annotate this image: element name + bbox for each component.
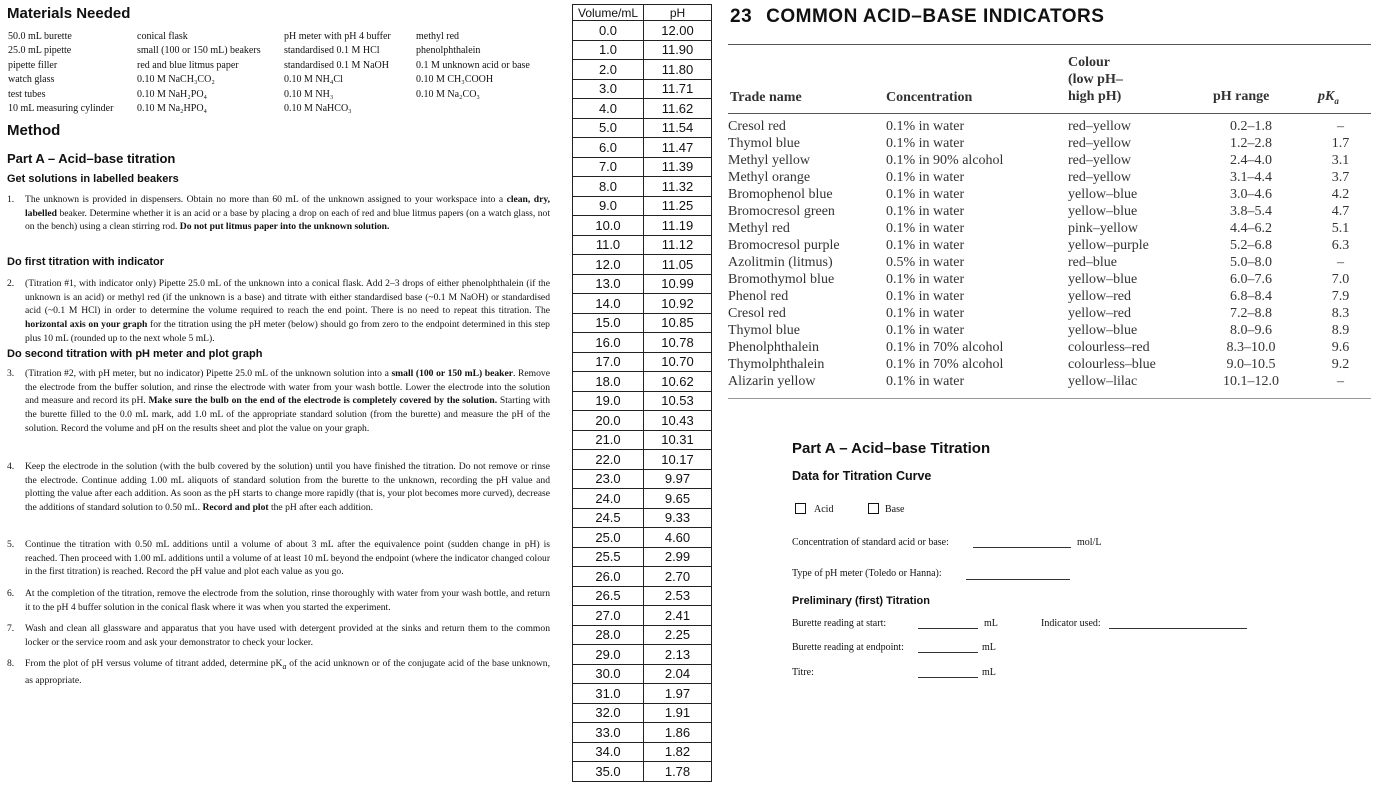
start-reading-label: Burette reading at start: (792, 618, 887, 629)
titre-input[interactable] (918, 677, 978, 678)
indicator-concentration: 0.1% in water (886, 170, 965, 185)
indicator-row (728, 170, 1371, 187)
ph-cell: 10.92 (644, 294, 712, 314)
base-label: Base (885, 504, 905, 515)
indicator-ph-range: 10.1–12.0 (1223, 374, 1279, 389)
indicator-row (728, 221, 1371, 238)
volume-cell: 13.0 (573, 274, 644, 294)
indicator-colour: yellow–red (1068, 306, 1131, 321)
table-header-row (573, 5, 712, 21)
indicator-pka: 3.1 (1331, 153, 1350, 168)
method-step-3: 3. (Titration #2, with pH meter, but no indicator) Pipette 25.0 mL of the unknown solution into a small (100 or 150 mL) beaker. Remove the electrode from the buffer solution, and rinse the electrode with water from your wash bottle. Lower the electrode into the solution and measure and record its pH. Make sure the bulb on the end of the electrode is completely covered by the solution. Starting with the burette filled to the 0.0 mL mark, add 1.0 mL of the appropriate standard solution (from the burette) and measure the pH of the solution. Record the volume and pH on the results sheet and plot the value on your graph. (7, 368, 550, 434)
volume-cell: 32.0 (573, 703, 644, 723)
volume-cell: 22.0 (573, 450, 644, 470)
ph-cell: 1.91 (644, 703, 712, 723)
indicator-concentration: 0.1% in water (886, 136, 965, 151)
materials-col-4 (416, 30, 530, 102)
material-item: 10 mL measuring cylinder (8, 103, 114, 115)
indicator-used-label: Indicator used: (1041, 618, 1101, 629)
volume-cell: 15.0 (573, 313, 644, 333)
volume-cell: 11.0 (573, 235, 644, 255)
volume-cell: 31.0 (573, 684, 644, 704)
concentration-label: Concentration of standard acid or base: (792, 537, 949, 548)
table-row (573, 684, 712, 704)
table-row (573, 40, 712, 60)
ph-cell: 2.53 (644, 586, 712, 606)
table-row (573, 508, 712, 528)
titre-unit: mL (982, 667, 996, 678)
material-item: small (100 or 150 mL) beakers (137, 45, 261, 57)
indicator-name: Cresol red (728, 119, 786, 134)
indicator-colour: yellow–blue (1068, 323, 1138, 338)
ph-cell: 1.86 (644, 723, 712, 743)
indicator-concentration: 0.1% in water (886, 238, 965, 253)
indicator-colour: yellow–red (1068, 289, 1131, 304)
volume-cell: 20.0 (573, 411, 644, 431)
ph-cell: 2.41 (644, 606, 712, 626)
indicator-pka: 1.7 (1331, 136, 1350, 151)
indicator-row (728, 255, 1371, 272)
indicator-name: Cresol red (728, 306, 786, 321)
volume-cell: 23.0 (573, 469, 644, 489)
indicator-row (728, 238, 1371, 255)
material-item: 0.10 M CH₃COOH (416, 74, 494, 86)
indicator-ph-range: 8.0–9.6 (1230, 323, 1272, 338)
indicator-colour: yellow–blue (1068, 187, 1138, 202)
volume-cell: 26.5 (573, 586, 644, 606)
table-row (573, 99, 712, 119)
indicator-pka: 5.1 (1331, 221, 1350, 236)
indicator-column (722, 0, 1383, 786)
indicator-row (728, 357, 1371, 374)
table-row (573, 196, 712, 216)
material-item: standardised 0.1 M NaOH (284, 59, 389, 71)
indicator-colour: pink–yellow (1068, 221, 1138, 236)
indicator-name: Phenolphthalein (728, 340, 819, 355)
volume-cell: 18.0 (573, 372, 644, 392)
method-heading: Method (7, 122, 61, 139)
table-row (573, 313, 712, 333)
indicator-ph-range: 4.4–6.2 (1230, 221, 1272, 236)
header-trade-name: Trade name (730, 90, 802, 105)
ph-cell: 10.43 (644, 411, 712, 431)
materials-col-2 (137, 30, 261, 116)
volume-cell: 33.0 (573, 723, 644, 743)
indicator-row (728, 323, 1371, 340)
indicator-name: Bromocresol purple (728, 238, 840, 253)
table-row (573, 489, 712, 509)
ph-cell: 11.25 (644, 196, 712, 216)
volume-cell: 0.0 (573, 21, 644, 41)
volume-cell: 17.0 (573, 352, 644, 372)
materials-col-1 (8, 30, 113, 116)
indicator-pka: 9.6 (1331, 340, 1350, 355)
table-row (573, 333, 712, 353)
materials-heading: Materials Needed (7, 5, 131, 22)
indicator-name: Alizarin yellow (728, 374, 816, 389)
ph-cell: 2.13 (644, 645, 712, 665)
indicator-colour: red–yellow (1068, 119, 1131, 134)
material-item: watch glass (8, 74, 55, 86)
indicator-pka: 4.2 (1331, 187, 1350, 202)
ph-cell: 11.47 (644, 138, 712, 158)
get-solutions-heading: Get solutions in labelled beakers (7, 173, 179, 185)
table-row (573, 21, 712, 41)
indicator-pka: 9.2 (1331, 357, 1350, 372)
indicator-name: Phenol red (728, 289, 789, 304)
indicator-name: Bromothymol blue (728, 272, 835, 287)
indicator-concentration: 0.1% in water (886, 289, 965, 304)
table-row (573, 157, 712, 177)
ph-cell: 11.05 (644, 255, 712, 275)
method-step-1: 1. The unknown is provided in dispensers. Obtain no more than 60 mL of the unknown assigned to your workspace into a clean, dry, labelled beaker. Determine whether it is an acid or a base by placing a drop on each of red and blue litmus papers (on a watch glass, not on the bench) using a clean stirring rod. Do not put litmus paper into the unknown solution. (7, 194, 550, 233)
indicator-row (728, 204, 1371, 221)
table-row (573, 79, 712, 99)
form-subtitle: Data for Titration Curve (792, 469, 932, 483)
ph-cell: 11.12 (644, 235, 712, 255)
table-row (573, 235, 712, 255)
indicator-ph-range: 1.2–2.8 (1230, 136, 1272, 151)
ph-cell: 10.31 (644, 430, 712, 450)
material-item: 0.10 M Na₂CO₃ (416, 88, 480, 100)
indicator-ph-range: 5.2–6.8 (1230, 238, 1272, 253)
table-row (573, 645, 712, 665)
ph-cell: 12.00 (644, 21, 712, 41)
ph-cell: 11.54 (644, 118, 712, 138)
material-item: red and blue litmus paper (137, 59, 239, 71)
ph-cell: 10.99 (644, 274, 712, 294)
ph-cell: 11.80 (644, 60, 712, 80)
indicator-pka: 8.9 (1331, 323, 1350, 338)
indicator-row (728, 153, 1371, 170)
material-item: 0.10 M Na₂HPO₄ (137, 103, 208, 115)
indicator-concentration: 0.1% in water (886, 306, 965, 321)
indicator-colour: yellow–purple (1068, 238, 1149, 253)
ph-cell: 10.78 (644, 333, 712, 353)
material-item: 50.0 mL burette (8, 31, 72, 42)
method-column (0, 0, 565, 786)
table-row (573, 528, 712, 548)
material-item: conical flask (137, 31, 188, 42)
material-item: pH meter with pH 4 buffer (284, 31, 391, 42)
ph-cell: 9.65 (644, 489, 712, 509)
indicator-ph-range: 7.2–8.8 (1230, 306, 1272, 321)
material-item: test tubes (8, 88, 46, 100)
volume-cell: 8.0 (573, 177, 644, 197)
volume-cell: 7.0 (573, 157, 644, 177)
ph-cell: 10.17 (644, 450, 712, 470)
indicator-concentration: 0.1% in water (886, 323, 965, 338)
table-row (573, 606, 712, 626)
ph-cell: 11.90 (644, 40, 712, 60)
ph-cell: 9.97 (644, 469, 712, 489)
indicator-name: Methyl orange (728, 170, 811, 185)
indicator-concentration: 0.1% in 70% alcohol (886, 340, 1004, 355)
indicator-row (728, 187, 1371, 204)
volume-cell: 26.0 (573, 567, 644, 587)
volume-cell: 35.0 (573, 762, 644, 782)
ph-meter-label: Type of pH meter (Toledo or Hanna): (792, 568, 942, 579)
table-rule-header (728, 113, 1371, 114)
concentration-input[interactable] (973, 547, 1071, 548)
volume-cell: 12.0 (573, 255, 644, 275)
volume-cell: 10.0 (573, 216, 644, 236)
indicator-colour: yellow–lilac (1068, 374, 1138, 389)
ph-cell: 2.25 (644, 625, 712, 645)
volume-cell: 5.0 (573, 118, 644, 138)
ph-cell: 10.85 (644, 313, 712, 333)
header-pka: $pK_a$ (1318, 89, 1339, 106)
table-row (573, 567, 712, 587)
volume-cell: 27.0 (573, 606, 644, 626)
ph-cell: 11.62 (644, 99, 712, 119)
indicator-ph-range: 2.4–4.0 (1230, 153, 1272, 168)
material-item: 0.1 M unknown acid or base (416, 59, 530, 71)
indicator-name: Bromophenol blue (728, 187, 833, 202)
ph-cell: 10.53 (644, 391, 712, 411)
indicator-concentration: 0.1% in 70% alcohol (886, 357, 1004, 372)
volume-cell: 9.0 (573, 196, 644, 216)
table-row (573, 547, 712, 567)
table-row (573, 138, 712, 158)
volume-cell: 30.0 (573, 664, 644, 684)
column-header: pH (644, 5, 712, 21)
table-row (573, 430, 712, 450)
volume-cell: 29.0 (573, 645, 644, 665)
material-item: standardised 0.1 M HCl (284, 45, 380, 57)
table-row (573, 625, 712, 645)
endpoint-reading-input[interactable] (918, 652, 978, 653)
indicator-row (728, 340, 1371, 357)
concentration-unit: mol/L (1077, 537, 1102, 548)
ph-cell: 1.82 (644, 742, 712, 762)
ph-cell: 11.32 (644, 177, 712, 197)
indicator-ph-range: 5.0–8.0 (1230, 255, 1272, 270)
ph-cell: 2.04 (644, 664, 712, 684)
ph-cell: 9.33 (644, 508, 712, 528)
volume-ph-table (572, 4, 712, 782)
volume-cell: 1.0 (573, 40, 644, 60)
indicator-ph-range: 0.2–1.8 (1230, 119, 1272, 134)
table-row (573, 352, 712, 372)
material-item: 0.10 M NH₃ (284, 88, 334, 100)
indicator-name: Azolitmin (litmus) (728, 255, 833, 270)
ph-cell: 10.62 (644, 372, 712, 392)
indicator-used-input[interactable] (1109, 628, 1247, 629)
volume-cell: 34.0 (573, 742, 644, 762)
method-step-2: 2. (Titration #1, with indicator only) Pipette 25.0 mL of the unknown into a conical flask. Add 2–3 drops of either phenolphthalein (if the unknown is an acid) or methyl red (if the unknown is a base) and titrate with either standardised base (~0.1 M NaOH) or standardised acid (~0.1 M HCl) in order to determine the volume required to reach the end point. There is no need to repeat this titration. The horizontal axis on your graph for the titration using the pH meter (below) should go from zero to the endpoint determined in this step plus 10 mL (rounded up to the next whole 5 mL). (7, 278, 550, 344)
method-step-8: 8. From the plot of pH versus volume of titrant added, determine $pK_a$ of the acid unknown or of the conjugate acid of the base unknown, as appropriate. (7, 658, 550, 686)
ph-cell: 11.71 (644, 79, 712, 99)
table-row (573, 411, 712, 431)
indicator-colour: red–yellow (1068, 136, 1131, 151)
first-titration-heading: Do first titration with indicator (7, 256, 165, 268)
table-row (573, 372, 712, 392)
indicator-row (728, 289, 1371, 306)
second-titration-heading: Do second titration with pH meter and plot graph (7, 348, 263, 360)
table-row (573, 586, 712, 606)
indicator-colour: colourless–blue (1068, 357, 1156, 372)
indicator-row (728, 374, 1371, 391)
start-reading-unit: mL (984, 618, 998, 629)
preliminary-title: Preliminary (first) Titration (792, 595, 930, 607)
table-row (573, 216, 712, 236)
ph-cell: 1.78 (644, 762, 712, 782)
table-row (573, 742, 712, 762)
material-item: pipette filler (8, 59, 58, 71)
indicator-ph-range: 3.8–5.4 (1230, 204, 1272, 219)
titre-label: Titre: (792, 667, 814, 678)
indicator-pka: – (1337, 374, 1344, 389)
indicator-name: Thymol blue (728, 136, 800, 151)
indicator-pka: 4.7 (1331, 204, 1350, 219)
header-colour: Colour (low pH– high pH) (1068, 55, 1123, 104)
material-item: 0.10 M NaH₂PO₄ (137, 88, 208, 100)
table-row (573, 255, 712, 275)
material-item: 0.10 M NH₄Cl (284, 74, 343, 86)
method-step-5: 5. Continue the titration with 0.50 mL additions until a volume of about 3 mL after the equivalence point (sudden change in pH) is reached. Then proceed with 1.00 mL additions until a volume of at least 10 mL beyond the endpoint (where the indicator changed colour in the first titration) is reached. Record the pH value and plot each value as you go. (7, 539, 551, 578)
indicator-concentration: 0.5% in water (886, 255, 965, 270)
indicator-name: Methyl red (728, 221, 790, 236)
material-item: methyl red (416, 31, 460, 42)
method-step-4: 4. Keep the electrode in the solution (with the bulb covered by the solution) until you have finished the titration. Do not remove or rinse the electrode. Continue adding 1.00 mL aliquots of standard solution from the burette to the unknown, recording the pH value and plotting the value after each addition. As soon as the pH starts to change more rapidly (that is, your plot becomes more curved), decrease the additions of standard solution to 0.50 mL. Record and plot the pH after each addition. (7, 461, 550, 514)
volume-cell: 24.5 (573, 508, 644, 528)
indicator-ph-range: 6.8–8.4 (1230, 289, 1272, 304)
indicator-colour: red–yellow (1068, 153, 1131, 168)
ph-cell: 2.99 (644, 547, 712, 567)
indicator-ph-range: 3.1–4.4 (1230, 170, 1272, 185)
form-title: Part A – Acid–base Titration (792, 440, 991, 457)
table-row (573, 294, 712, 314)
indicator-colour: red–yellow (1068, 170, 1131, 185)
method-step-6: 6. At the completion of the titration, remove the electrode from the solution, rinse thoroughly with water from your wash bottle, and return it to the pH 4 buffer solution in the conical flask where it was when you started the experiment. (7, 588, 550, 613)
column-header: Volume/mL (573, 5, 644, 21)
indicator-colour: red–blue (1068, 255, 1117, 270)
header-ph-range: pH range (1213, 89, 1270, 104)
table-row (573, 664, 712, 684)
volume-cell: 3.0 (573, 79, 644, 99)
table-row (573, 60, 712, 80)
indicator-pka: 3.7 (1331, 170, 1350, 185)
indicator-table-title (730, 6, 1104, 28)
volume-cell: 25.0 (573, 528, 644, 548)
indicator-pka: – (1337, 255, 1344, 270)
indicator-concentration: 0.1% in water (886, 272, 965, 287)
indicator-concentration: 0.1% in 90% alcohol (886, 153, 1004, 168)
indicator-concentration: 0.1% in water (886, 221, 965, 236)
header-concentration: Concentration (886, 90, 973, 105)
table-rule-bottom (728, 398, 1371, 399)
indicator-concentration: 0.1% in water (886, 374, 965, 389)
volume-cell: 14.0 (573, 294, 644, 314)
material-item: phenolphthalein (416, 45, 481, 57)
material-item: 25.0 mL pipette (8, 45, 72, 57)
indicator-ph-range: 8.3–10.0 (1226, 340, 1276, 355)
endpoint-reading-label: Burette reading at endpoint: (792, 642, 904, 653)
ph-cell: 11.19 (644, 216, 712, 236)
indicator-row (728, 136, 1371, 153)
table-rule-top (728, 44, 1371, 45)
table-row (573, 391, 712, 411)
table-row (573, 723, 712, 743)
table-row (573, 177, 712, 197)
indicator-row (728, 272, 1371, 289)
volume-cell: 4.0 (573, 99, 644, 119)
endpoint-reading-unit: mL (982, 642, 996, 653)
indicator-pka: – (1337, 119, 1344, 134)
indicator-name: Thymolphthalein (728, 357, 825, 372)
table-row (573, 450, 712, 470)
indicator-name: Methyl yellow (728, 153, 811, 168)
ph-cell: 1.97 (644, 684, 712, 704)
volume-cell: 28.0 (573, 625, 644, 645)
table-row (573, 703, 712, 723)
acid-label: Acid (814, 504, 834, 515)
base-checkbox[interactable] (868, 503, 879, 514)
ph-cell: 11.39 (644, 157, 712, 177)
part-a-heading: Part A – Acid–base titration (7, 151, 176, 166)
chapter-title: COMMON ACID–BASE INDICATORS (766, 6, 1105, 27)
ph-cell: 2.70 (644, 567, 712, 587)
ph-meter-input[interactable] (966, 579, 1070, 580)
table-row (573, 469, 712, 489)
indicator-colour: yellow–blue (1068, 272, 1138, 287)
method-step-7: 7. Wash and clean all glassware and apparatus that you have used with detergent provided at the sinks and return them to the common locker or the service room and ask your demonstrator to check your locker. (7, 623, 550, 648)
table-row (573, 274, 712, 294)
indicator-pka: 7.0 (1331, 272, 1350, 287)
indicator-pka: 7.9 (1331, 289, 1350, 304)
volume-cell: 19.0 (573, 391, 644, 411)
material-item: 0.10 M NaCH₃CO₂ (137, 74, 215, 86)
indicator-pka: 6.3 (1331, 238, 1350, 253)
indicator-ph-range: 3.0–4.6 (1230, 187, 1272, 202)
volume-cell: 16.0 (573, 333, 644, 353)
acid-checkbox[interactable] (795, 503, 806, 514)
indicator-row (728, 306, 1371, 323)
ph-cell: 10.70 (644, 352, 712, 372)
indicator-concentration: 0.1% in water (886, 119, 965, 134)
indicator-ph-range: 6.0–7.6 (1230, 272, 1272, 287)
indicator-ph-range: 9.0–10.5 (1226, 357, 1276, 372)
table-row (573, 762, 712, 782)
volume-cell: 24.0 (573, 489, 644, 509)
indicator-colour: colourless–red (1068, 340, 1150, 355)
materials-col-3 (284, 30, 391, 116)
indicator-colour: yellow–blue (1068, 204, 1138, 219)
volume-cell: 2.0 (573, 60, 644, 80)
volume-cell: 6.0 (573, 138, 644, 158)
chapter-number: 23 (730, 6, 753, 27)
material-item: 0.10 M NaHCO₃ (284, 103, 352, 115)
ph-cell: 4.60 (644, 528, 712, 548)
indicator-concentration: 0.1% in water (886, 187, 965, 202)
indicator-pka: 8.3 (1331, 306, 1350, 321)
indicator-concentration: 0.1% in water (886, 204, 965, 219)
volume-cell: 21.0 (573, 430, 644, 450)
table-row (573, 118, 712, 138)
start-reading-input[interactable] (918, 628, 978, 629)
indicator-name: Thymol blue (728, 323, 800, 338)
volume-cell: 25.5 (573, 547, 644, 567)
indicator-name: Bromocresol green (728, 204, 835, 219)
indicator-row (728, 119, 1371, 136)
